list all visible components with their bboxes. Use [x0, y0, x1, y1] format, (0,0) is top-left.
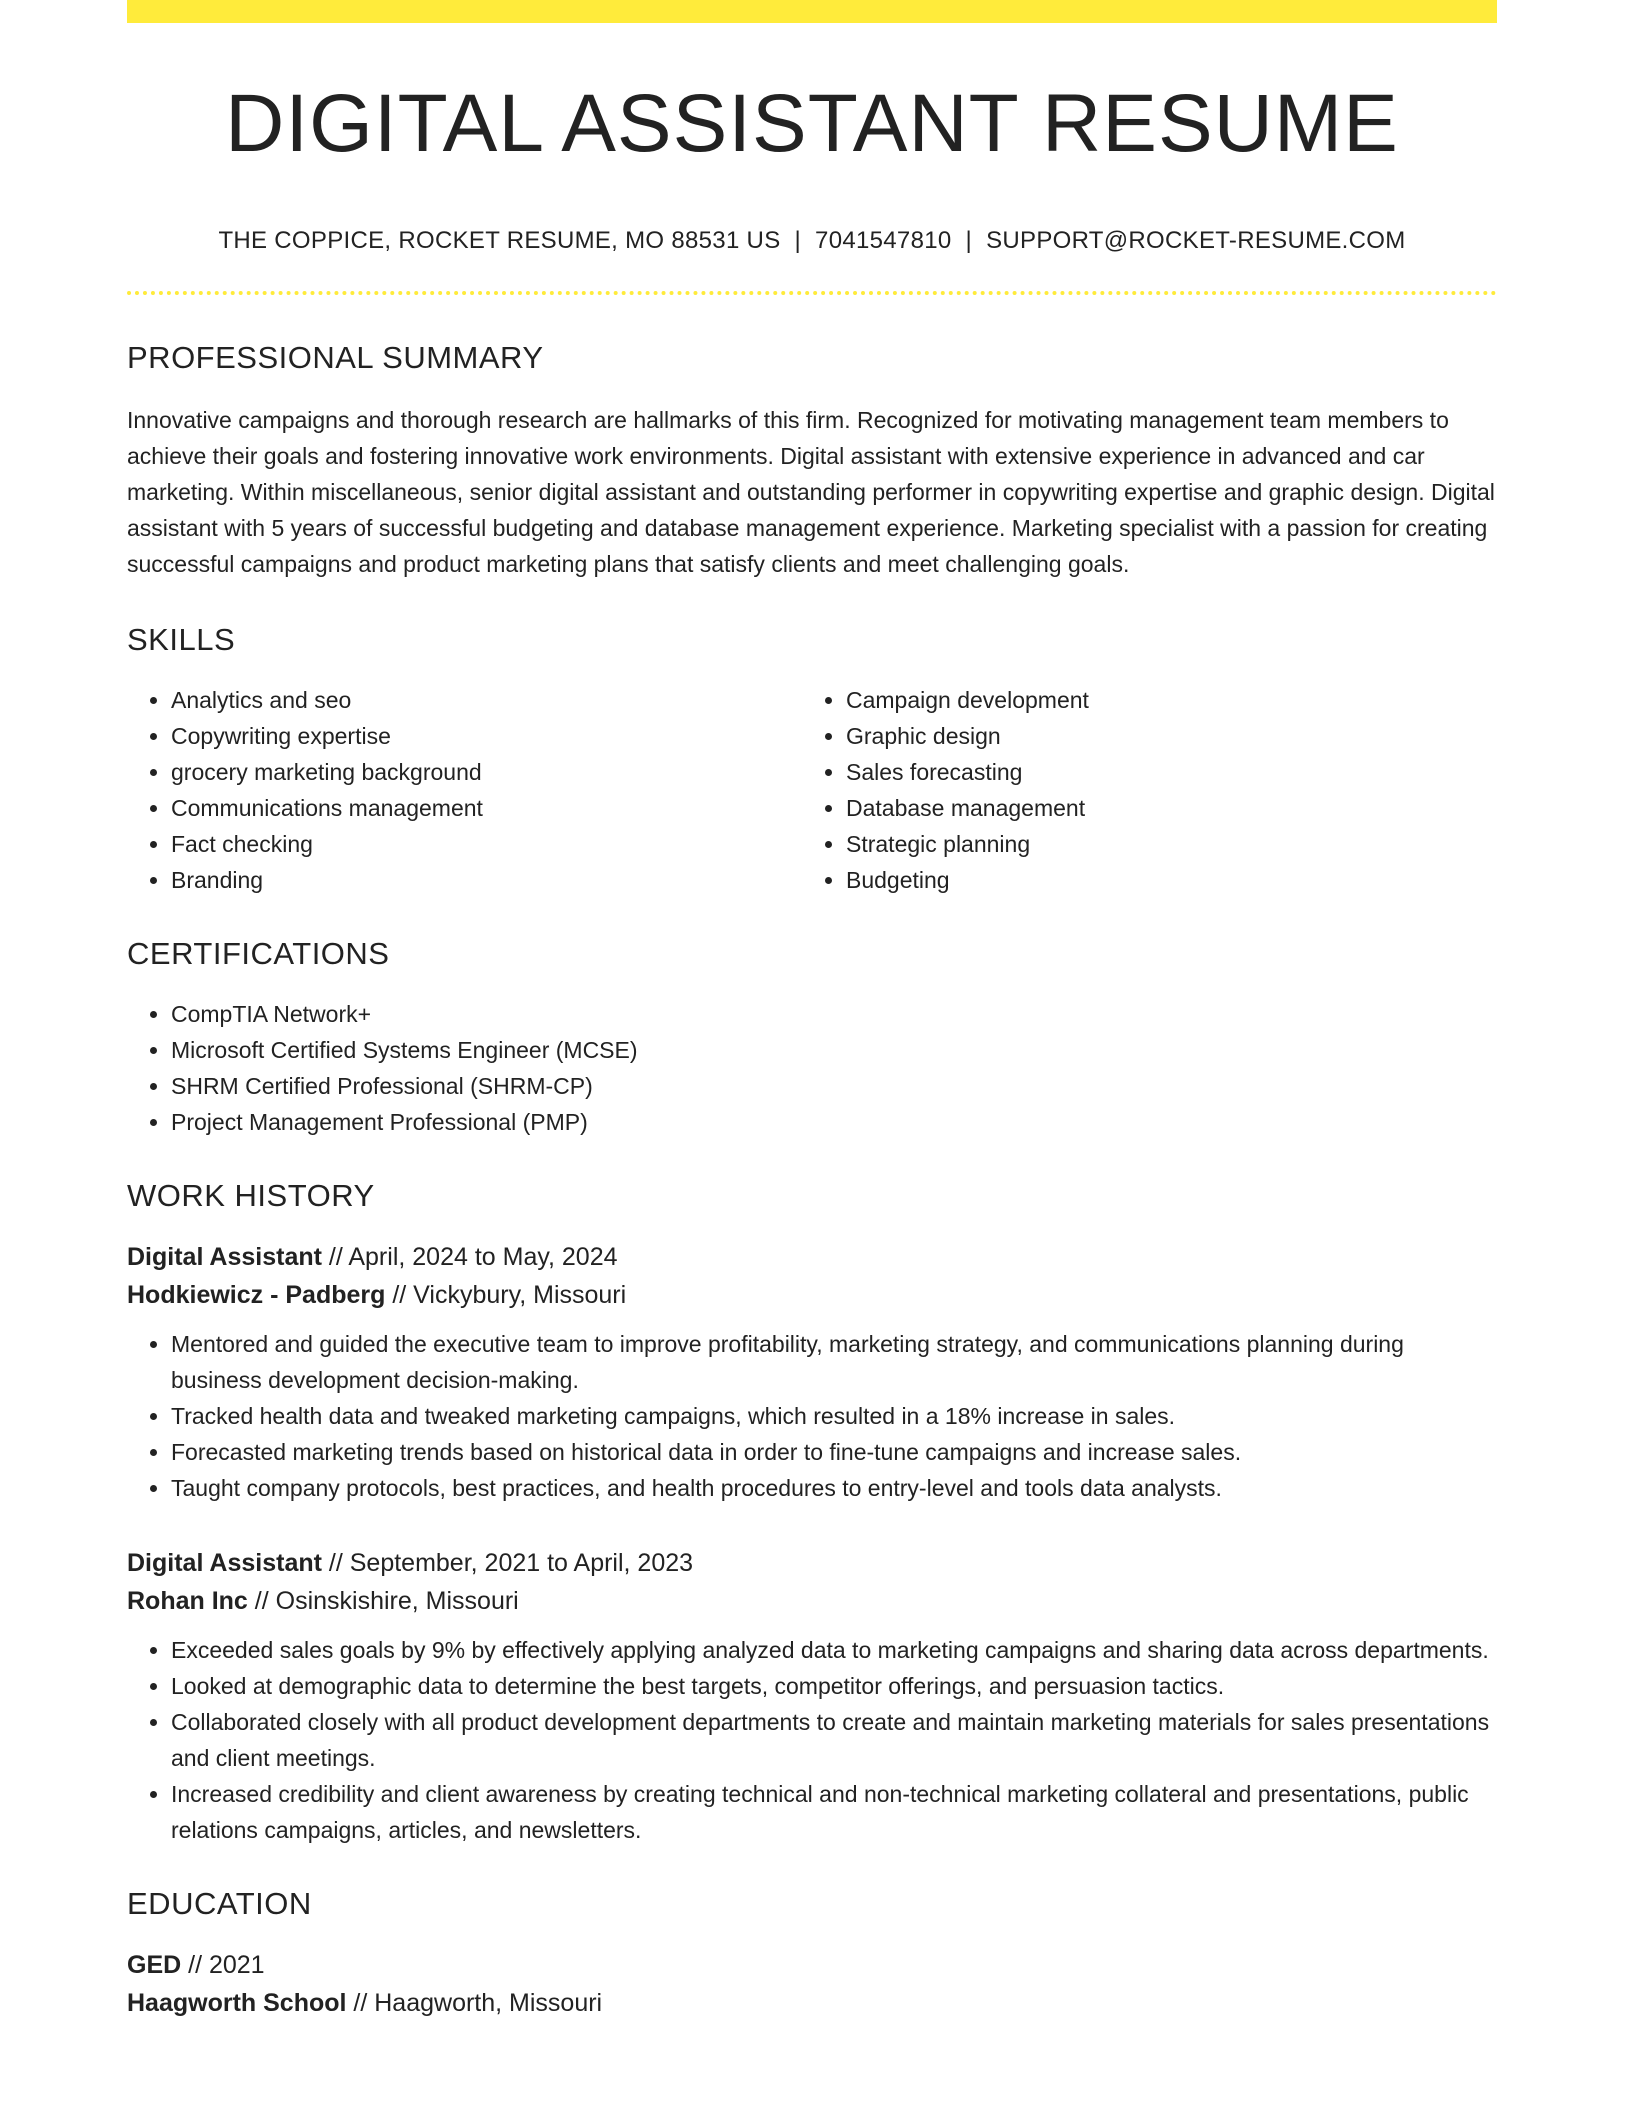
summary-heading: PROFESSIONAL SUMMARY [127, 340, 544, 375]
skills-right-column [802, 682, 1477, 898]
certification-item: • SHRM Certified Professional (SHRM-CP) [171, 1068, 1497, 1104]
job-role-line [127, 1238, 1497, 1276]
job-bullet: • Taught company protocols, best practices, and health procedures to entry-level and tools data analysts. [171, 1470, 1497, 1506]
job-dates: // April, 2024 to May, 2024 [321, 1243, 618, 1271]
job-company: Hodkiewicz - Padberg [127, 1281, 386, 1309]
job-location: // Vickybury, Missouri [385, 1281, 627, 1309]
contact-line [127, 227, 1497, 255]
certifications-list [127, 996, 1497, 1140]
skill-item: • Budgeting [846, 862, 1477, 898]
contact-separator: | [965, 227, 973, 254]
skill-item: • Strategic planning [846, 826, 1477, 862]
certifications-heading: CERTIFICATIONS [127, 936, 390, 971]
resume-page [127, 0, 1497, 2022]
resume-title: DIGITAL ASSISTANT RESUME [225, 78, 1399, 169]
skill-item: • Analytics and seo [171, 682, 802, 718]
job-bullet: • Tracked health data and tweaked marketing campaigns, which resulted in a 18% increase in sales. [171, 1398, 1497, 1434]
job-bullets [127, 1326, 1497, 1506]
contact-phone: 7041547810 [815, 227, 952, 254]
education-heading: EDUCATION [127, 1886, 312, 1921]
skill-item: • Database management [846, 790, 1477, 826]
skills-columns [127, 682, 1497, 898]
job-bullet: • Increased credibility and client awareness by creating technical and non-technical marketing collateral and presentations, public relations campaigns, articles, and newsletters. [171, 1776, 1497, 1848]
job-role: Digital Assistant [127, 1549, 322, 1577]
skill-item: • Copywriting expertise [171, 718, 802, 754]
skill-item: • Communications management [171, 790, 802, 826]
job-entry [127, 1238, 1497, 1506]
job-company-line [127, 1582, 1497, 1620]
skills-heading: SKILLS [127, 622, 236, 657]
job-bullet: • Looked at demographic data to determine the best targets, competitor offerings, and persuasion tactics. [171, 1668, 1497, 1704]
dotted-divider [127, 291, 1497, 295]
skill-item: • Fact checking [171, 826, 802, 862]
contact-address: THE COPPICE, ROCKET RESUME, MO 88531 US [218, 227, 781, 254]
education-degree: GED [127, 1951, 182, 1979]
job-entry [127, 1544, 1497, 1848]
job-company-line [127, 1276, 1497, 1314]
education-entry [127, 1946, 1497, 2022]
job-role: Digital Assistant [127, 1243, 322, 1271]
contact-separator: | [794, 227, 802, 254]
education-degree-line [127, 1946, 1497, 1984]
job-bullet: • Mentored and guided the executive team to improve profitability, marketing strategy, and communications planning during business development decision-making. [171, 1326, 1497, 1398]
job-header [127, 1544, 1497, 1620]
skill-item: • Sales forecasting [846, 754, 1477, 790]
contact-email: SUPPORT@ROCKET-RESUME.COM [986, 227, 1406, 254]
certification-item: • Microsoft Certified Systems Engineer (MCSE) [171, 1032, 1497, 1068]
job-bullet: • Exceeded sales goals by 9% by effectively applying analyzed data to marketing campaigns and sharing data across departments. [171, 1632, 1497, 1668]
work-history-heading: WORK HISTORY [127, 1178, 375, 1213]
job-company: Rohan Inc [127, 1587, 248, 1615]
job-role-line [127, 1544, 1497, 1582]
job-location: // Osinskishire, Missouri [247, 1587, 519, 1615]
education-year: // 2021 [181, 1951, 265, 1979]
job-header [127, 1238, 1497, 1314]
certification-item: • CompTIA Network+ [171, 996, 1497, 1032]
education-location: // Haagworth, Missouri [346, 1989, 603, 2017]
job-bullet: • Forecasted marketing trends based on historical data in order to fine-tune campaigns and increase sales. [171, 1434, 1497, 1470]
skill-item: • grocery marketing background [171, 754, 802, 790]
education-school: Haagworth School [127, 1989, 347, 2017]
skill-item: • Campaign development [846, 682, 1477, 718]
education-school-line [127, 1984, 1497, 2022]
certification-item: • Project Management Professional (PMP) [171, 1104, 1497, 1140]
skills-left-column [127, 682, 802, 898]
job-dates: // September, 2021 to April, 2023 [321, 1549, 694, 1577]
skill-item: • Graphic design [846, 718, 1477, 754]
accent-top-bar [127, 0, 1497, 23]
job-bullets [127, 1632, 1497, 1848]
skill-item: • Branding [171, 862, 802, 898]
job-bullet: • Collaborated closely with all product development departments to create and maintain marketing materials for sales presentations and client meetings. [171, 1704, 1497, 1776]
summary-text: Innovative campaigns and thorough research are hallmarks of this firm. Recognized for motivating management team members to achieve their goals and fostering innovative work environments. Digital assistant with extensive experience in advanced and car marketing. Within miscellaneous, senior digital assistant and outstanding performer in copywriting expertise and graphic design. Digital assistant with 5 years of successful budgeting and database management experience. Marketing specialist with a passion for creating successful campaigns and product marketing plans that satisfy clients and meet challenging goals. [127, 407, 1495, 577]
